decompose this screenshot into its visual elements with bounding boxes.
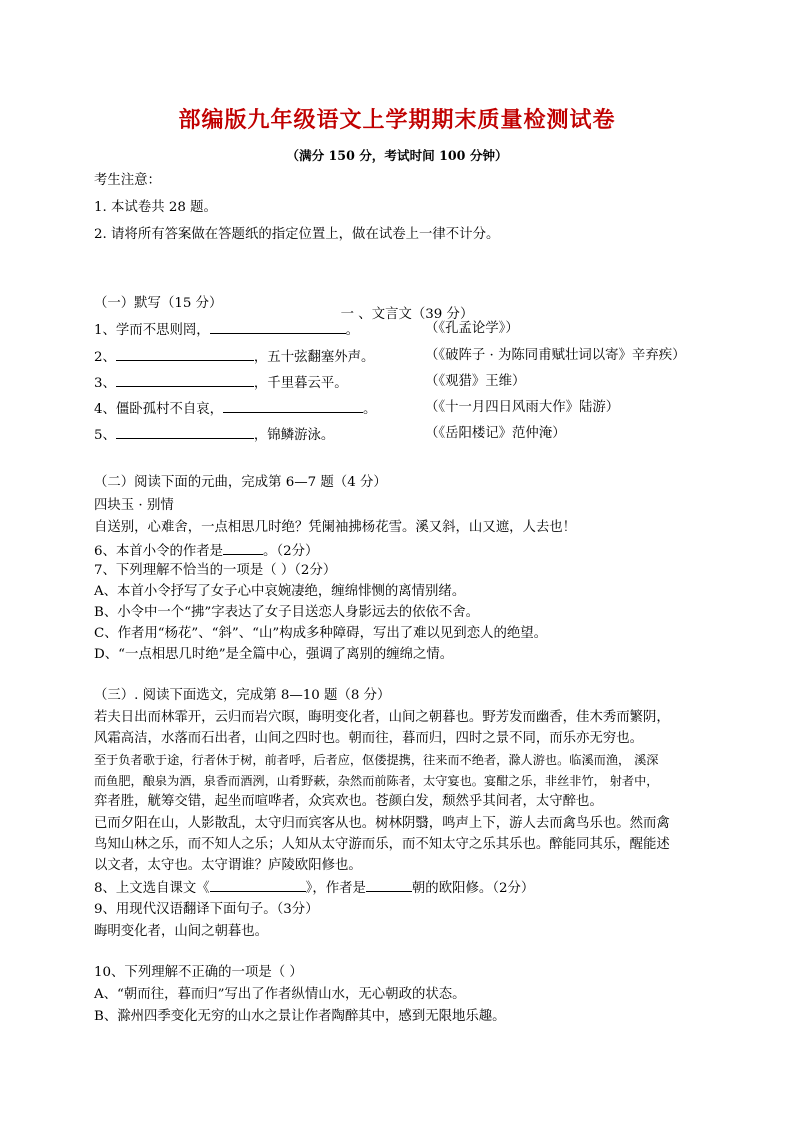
- passage-line-8: 以文者，太守也。太守谓谁？庐陵欧阳修也。: [94, 858, 362, 873]
- q1-prefix: 1、学而不思则罔，: [94, 323, 210, 338]
- q3-prefix: 3、: [94, 376, 116, 391]
- q2-prefix: 2、: [94, 350, 116, 365]
- section-title: 一 、文言文（39 分）: [340, 307, 474, 322]
- q3-blank[interactable]: [116, 372, 254, 387]
- q2-source: （《破阵子 · 为陈同甫赋壮词以寄》辛弃疾）: [425, 348, 686, 363]
- q4-suffix: 。: [363, 402, 377, 417]
- question-9: 9、用现代汉语翻译下面句子。（3分）: [94, 902, 319, 917]
- notes-heading: 考生注意：: [94, 173, 161, 188]
- q7-option-d: D、“一点相思几时绝”是全篇中心，强调了离别的缠绵之情。: [94, 647, 454, 662]
- question-6: [94, 540, 318, 562]
- question-1: [94, 319, 359, 341]
- q5-blank[interactable]: [116, 424, 254, 439]
- passage-line-3: 至于负者歌于途，行者休于树，前者呼，后者应，伛偻提携，往来而不绝者，滁人游也。临溪而渔， 溪深: [94, 753, 659, 767]
- q10-option-b: B、滁州四季变化无穷的山水之景让作者陶醉其中，感到无限地乐趣。: [94, 1009, 506, 1024]
- q3-suffix: ，千里暮云平。: [253, 376, 348, 391]
- passage-line-7: 鸟知山林之乐，而不知人之乐；人知从太守游而乐，而不知太守之乐其乐也。醉能同其乐，醒能述: [94, 837, 670, 852]
- q8-suffix: 朝的欧阳修。（2分）: [411, 881, 535, 896]
- part2-title: （二）阅读下面的元曲，完成第 6—7 题（4 分）: [94, 475, 387, 490]
- q2-blank[interactable]: [116, 346, 254, 361]
- q8-blank-title[interactable]: [210, 877, 306, 892]
- part3-title: （三）. 阅读下面选文，完成第 8—10 题（8 分）: [94, 688, 391, 703]
- q1-source: （《孔孟论学》）: [425, 321, 519, 336]
- q7-option-c: C、作者用“杨花”、“斜”、“山”构成多种障碍，写出了难以见到恋人的绝望。: [94, 626, 548, 641]
- notes-item-2: 2. 请将所有答案做在答题纸的指定位置上，做在试卷上一律不计分。: [94, 227, 500, 242]
- passage-line-2: 风霜高洁，水落而石出者，山间之四时也。朝而往，暮而归，四时之景不同，而乐亦无穷也。: [94, 731, 644, 746]
- q1-suffix: 。: [345, 323, 360, 338]
- q2-suffix: ，五十弦翻塞外声。: [253, 350, 375, 365]
- page-title: 部编版九年级语文上学期期末质量检测试卷: [178, 107, 616, 133]
- passage-line-4: 而鱼肥，酿泉为酒，泉香而酒洌，山肴野蔌，杂然而前陈者，太守宴也。宴酣之乐，非丝非竹， 射者中，: [94, 774, 659, 788]
- q8-middle: 》，作者是: [305, 881, 366, 896]
- question-5: [94, 424, 334, 446]
- question-7: 7、下列理解不恰当的一项是（ ）（2分）: [94, 563, 337, 578]
- q5-source: （《岳阳楼记》范仲淹）: [425, 426, 566, 441]
- q4-source: （《十一月四日风雨大作》陆游）: [425, 400, 620, 415]
- question-3: [94, 372, 348, 394]
- part1-title: （一）默写（15 分）: [94, 296, 223, 311]
- question-10: 10、下列理解不正确的一项是（ ）: [94, 965, 303, 980]
- q7-option-b: B、小令中一个“拂”字表达了女子目送恋人身影远去的依依不舍。: [94, 605, 480, 620]
- q7-option-a: A、本首小令抒写了女子心中哀婉凄绝，缠绵悱恻的离情别绪。: [94, 584, 466, 599]
- q5-prefix: 5、: [94, 428, 116, 443]
- passage-line-5: 弈者胜，觥筹交错，起坐而喧哗者，众宾欢也。苍颜白发，颓然乎其间者，太守醉也。: [94, 794, 603, 809]
- q6-blank[interactable]: [223, 540, 263, 555]
- notes-item-1: 1. 本试卷共 28 题。: [94, 200, 217, 215]
- poem-title: 四块玉 · 别情: [94, 498, 174, 513]
- q5-suffix: ，锦鳞游泳。: [253, 428, 335, 443]
- question-2: [94, 346, 374, 368]
- q9-sentence: 晦明变化者，山间之朝暮也。: [94, 924, 269, 939]
- question-8: [94, 877, 534, 899]
- q4-prefix: 4、僵卧孤村不自哀，: [94, 402, 224, 417]
- page-subtitle: （满分 150 分，考试时间 100 分钟）: [286, 148, 508, 163]
- poem-text: 自送别，心难舍，一点相思几时绝？凭阑袖拂杨花雪。溪又斜，山又遮，人去也！: [94, 520, 577, 535]
- q10-option-a: A、“朝而往，暮而归”写出了作者纵情山水，无心朝政的状态。: [94, 987, 466, 1002]
- question-4: [94, 398, 376, 420]
- q3-source: （《观猎》王维）: [425, 374, 526, 389]
- q6-prefix: 6、本首小令的作者是: [94, 544, 224, 559]
- passage-line-1: 若夫日出而林霏开，云归而岩穴暝，晦明变化者，山间之朝暮也。野芳发而幽香，佳木秀而繁阴，: [94, 710, 670, 725]
- passage-line-6: 已而夕阳在山，人影散乱，太守归而宾客从也。树林阴翳，鸣声上下，游人去而禽鸟乐也。然而禽: [94, 816, 670, 831]
- q6-suffix: 。（2分）: [263, 544, 319, 559]
- q1-blank[interactable]: [210, 319, 346, 334]
- q8-prefix: 8、上文选自课文《: [94, 881, 210, 896]
- q8-blank-dynasty[interactable]: [366, 877, 412, 892]
- q4-blank[interactable]: [223, 398, 363, 413]
